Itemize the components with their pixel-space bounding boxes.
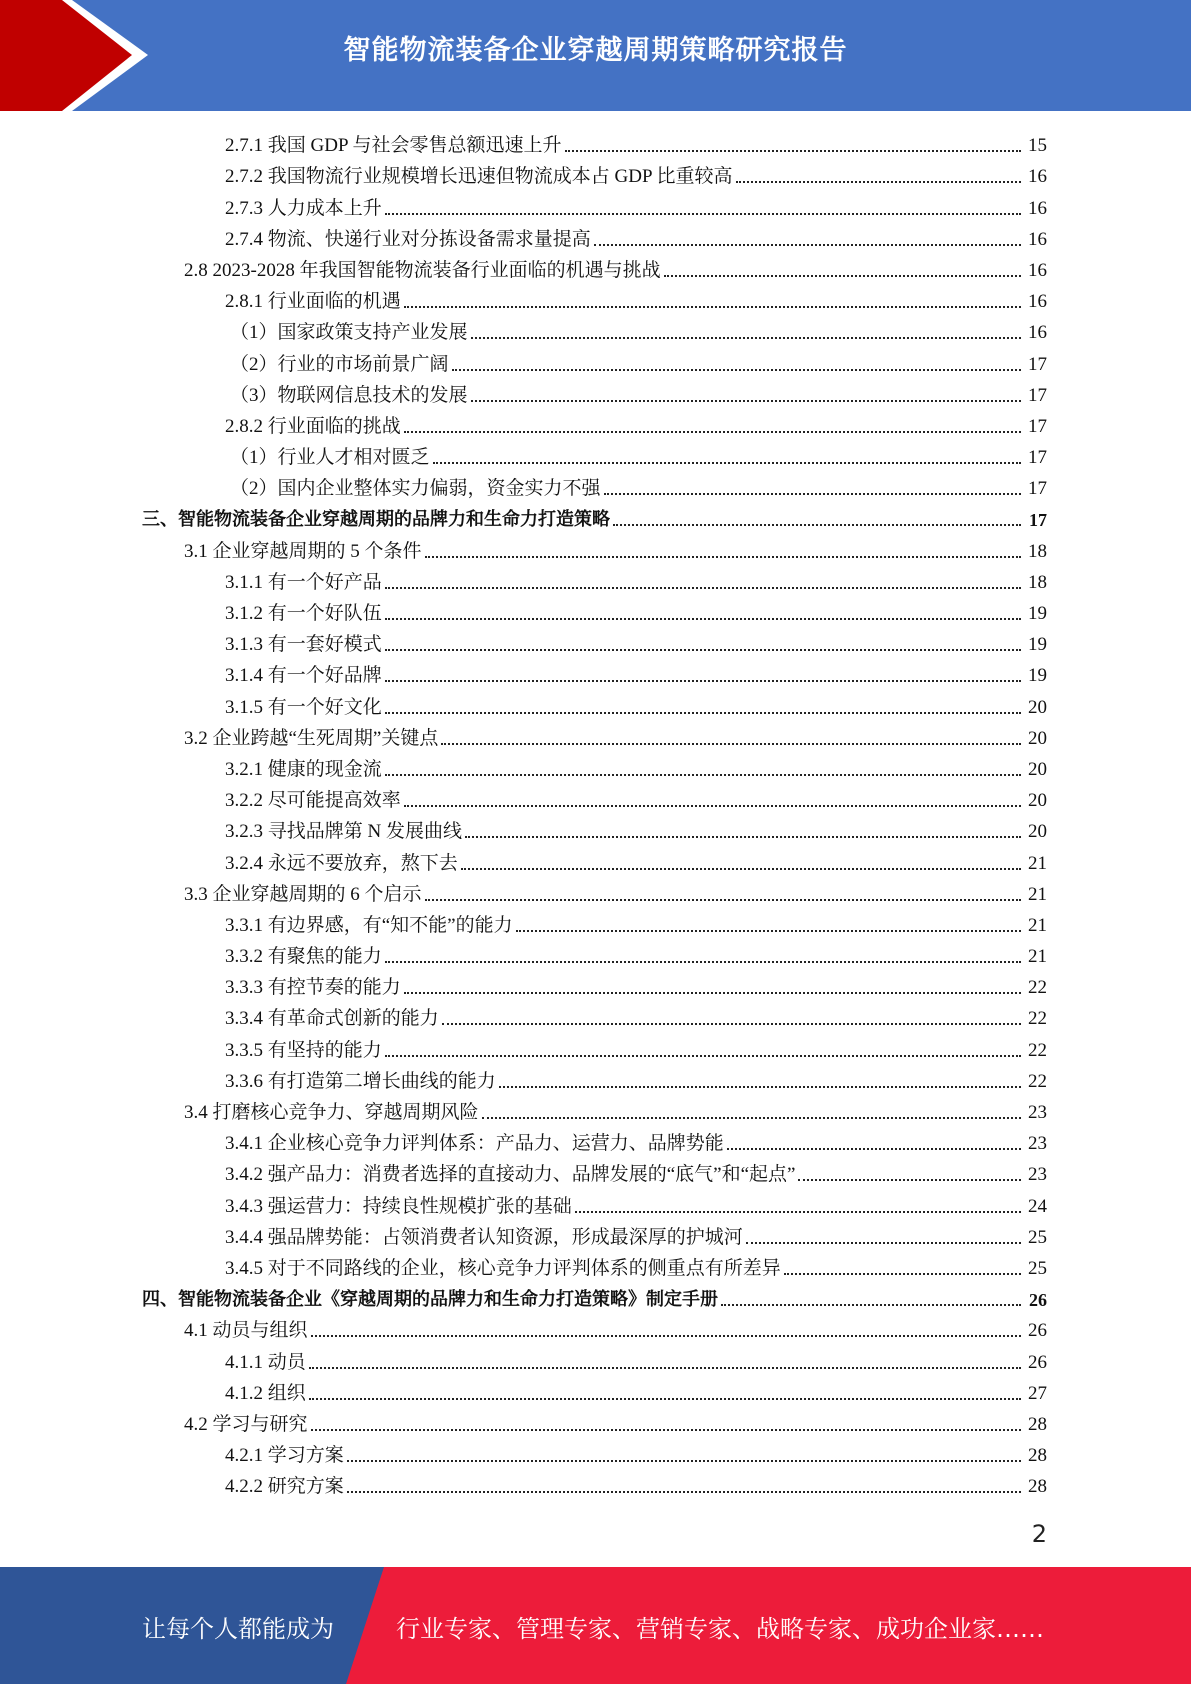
toc-entry-page: 20 [1028,727,1047,749]
toc-entry-page: 20 [1028,821,1047,843]
page-number: 2 [1031,1520,1047,1548]
toc-leader-dots [385,649,1021,651]
toc-entry-label: （1）国家政策支持产业发展 [230,322,468,344]
toc-entry-page: 28 [1028,1476,1047,1498]
toc-entry-label: 3.3.3 有控节奏的能力 [225,977,401,999]
toc-entry-label: 3.3.1 有边界感，有“知不能”的能力 [225,914,513,936]
toc-leader-dots [404,805,1021,807]
toc-leader-dots [736,181,1021,183]
toc-entry[interactable] [0,470,1191,501]
toc-entry-page: 15 [1028,135,1047,157]
toc-leader-dots [385,618,1021,620]
toc-entry-page: 21 [1028,883,1047,905]
toc-entry-label: 3.3.5 有坚持的能力 [225,1039,382,1061]
toc-entry[interactable] [0,782,1191,813]
page-footer [0,1567,1191,1684]
toc-leader-dots [471,337,1021,339]
toc-entry[interactable] [0,127,1191,158]
toc-entry[interactable] [0,221,1191,252]
toc-entry-label: 3.1.5 有一个好文化 [225,696,382,718]
toc-entry-page: 16 [1028,197,1047,219]
toc-leader-dots [594,244,1021,246]
toc-entry-label: 3.1.4 有一个好品牌 [225,665,382,687]
toc-entry[interactable] [0,1375,1191,1406]
page-header [0,0,1191,111]
toc-entry-label: 3.2.1 健康的现金流 [225,758,382,780]
toc-entry-label: 3.1 企业穿越周期的 5 个条件 [184,540,422,562]
toc-leader-dots [404,992,1021,994]
toc-entry-page: 17 [1028,478,1047,500]
toc-leader-dots [727,1148,1021,1150]
toc-entry-page: 23 [1028,1164,1047,1186]
toc-entry[interactable] [0,688,1191,719]
toc-entry-page: 16 [1028,259,1047,281]
toc-entry-page: 20 [1028,696,1047,718]
toc-entry-page: 16 [1028,322,1047,344]
toc-entry[interactable] [0,1094,1191,1125]
toc-entry[interactable] [0,439,1191,470]
toc-entry-label: 3.3.2 有聚焦的能力 [225,946,382,968]
toc-leader-dots [311,1429,1021,1431]
toc-leader-dots [385,961,1021,963]
toc-entry-label: 4.1.1 动员 [225,1351,306,1373]
toc-entry-label: 3.4.5 对于不同路线的企业，核心竞争力评判体系的侧重点有所差异 [225,1257,781,1279]
toc-entry-label: 2.8.2 行业面临的挑战 [225,415,401,437]
toc-entry[interactable] [0,314,1191,345]
toc-leader-dots [347,1460,1021,1462]
toc-leader-dots [565,150,1021,152]
toc-leader-dots [721,1304,1021,1306]
toc-entry[interactable] [0,189,1191,220]
toc-entry[interactable] [0,595,1191,626]
toc-entry[interactable] [0,564,1191,595]
toc-entry-page: 16 [1028,228,1047,250]
toc-entry-label: 3.3 企业穿越周期的 6 个启示 [184,883,422,905]
toc-entry[interactable] [0,969,1191,1000]
toc-leader-dots [575,1211,1021,1213]
toc-entry-page: 25 [1028,1257,1047,1279]
toc-entry-label: 3.4.1 企业核心竞争力评判体系：产品力、运营力、品牌势能 [225,1133,724,1155]
toc-entry[interactable] [0,1187,1191,1218]
toc-leader-dots [425,899,1021,901]
toc-entry-page: 25 [1028,1226,1047,1248]
toc-leader-dots [452,369,1021,371]
toc-entry-page: 23 [1028,1133,1047,1155]
toc-entry-page: 20 [1028,790,1047,812]
toc-leader-dots [784,1273,1021,1275]
toc-entry-label: 3.3.4 有革命式创新的能力 [225,1008,439,1030]
toc-entry-label: 3.4 打磨核心竞争力、穿越周期风险 [184,1102,479,1123]
toc-entry-label: 3.1.1 有一个好产品 [225,571,382,593]
toc-entry-page: 17 [1028,447,1047,469]
toc-leader-dots [309,1367,1021,1369]
toc-leader-dots [385,213,1021,215]
toc-entry-label: 2.8 2023-2028 年我国智能物流装备行业面临的机遇与挑战 [184,259,661,281]
toc-entry-page: 22 [1028,977,1047,999]
toc-entry-label: 3.1.3 有一套好模式 [225,634,382,656]
toc-entry[interactable] [0,1156,1191,1187]
toc-entry-label: 3.1.2 有一个好队伍 [225,603,382,624]
toc-entry-label: （3）物联网信息技术的发展 [230,384,468,406]
toc-entry-page: 22 [1028,1039,1047,1061]
toc-leader-dots [746,1242,1021,1244]
toc-entry[interactable] [0,377,1191,408]
toc-entry-label: 四、智能物流装备企业《穿越周期的品牌力和生命力打造策略》制定手册 [142,1289,718,1311]
toc-entry[interactable] [0,1219,1191,1250]
toc-leader-dots [604,493,1021,495]
toc-entry-page: 27 [1028,1382,1047,1404]
toc-entry-page: 21 [1028,852,1047,874]
toc-leader-dots [404,306,1021,308]
toc-entry-page: 26 [1029,1290,1047,1311]
toc-entry[interactable] [0,1468,1191,1499]
toc-entry[interactable] [0,626,1191,657]
toc-entry-label: （2）行业的市场前景广阔 [230,353,449,375]
toc-entry-page: 24 [1028,1195,1047,1217]
toc-entry-label: 3.2.3 寻找品牌第 N 发展曲线 [225,821,462,843]
toc-entry-label: 2.7.4 物流、快递行业对分拣设备需求量提高 [225,228,591,250]
toc-entry-page: 26 [1028,1351,1047,1373]
footer-slogan-right: 行业专家、管理专家、营销专家、战略专家、成功企业家…… [396,1615,1044,1643]
toc-entry-page: 26 [1028,1320,1047,1342]
toc-entry-label: 3.2.4 永远不要放弃，熬下去 [225,852,458,874]
toc-entry[interactable] [0,1000,1191,1031]
toc-entry[interactable] [0,1125,1191,1156]
toc-entry[interactable] [0,1063,1191,1094]
toc-leader-dots [433,462,1021,464]
toc-leader-dots [471,400,1021,402]
toc-leader-dots [385,712,1021,714]
toc-entry-label: 三、智能物流装备企业穿越周期的品牌力和生命力打造策略 [142,509,610,531]
toc-entry[interactable] [0,1250,1191,1281]
toc-entry-label: 3.2.2 尽可能提高效率 [225,790,401,812]
toc-entry[interactable] [0,532,1191,563]
toc-leader-dots [461,868,1021,870]
toc-entry-label: 4.2.1 学习方案 [225,1445,344,1467]
toc-entry[interactable] [0,158,1191,189]
toc-leader-dots [385,587,1021,589]
toc-entry-page: 16 [1028,291,1047,313]
toc-entry-label: 2.7.1 我国 GDP 与社会零售总额迅速上升 [225,135,562,157]
toc-leader-dots [385,774,1021,776]
table-of-contents [0,127,1191,1499]
toc-entry-page: 28 [1028,1413,1047,1435]
document-title: 智能物流装备企业穿越周期策略研究报告 [343,35,848,66]
toc-entry-label: 4.2 学习与研究 [184,1413,308,1435]
toc-entry-label: 2.8.1 行业面临的机遇 [225,291,401,313]
toc-entry-label: 3.2 企业跨越“生死周期”关键点 [184,727,439,749]
toc-entry-page: 21 [1028,914,1047,936]
toc-leader-dots [465,836,1021,838]
toc-chapter-entry[interactable] [0,501,1191,532]
toc-leader-dots [404,431,1021,433]
toc-entry-page: 21 [1028,946,1047,968]
toc-entry[interactable] [0,408,1191,439]
toc-entry-page: 17 [1028,415,1047,437]
toc-entry-label: 3.3.6 有打造第二增长曲线的能力 [225,1070,496,1092]
toc-entry-page: 17 [1029,510,1047,531]
toc-entry-label: 3.4.2 强产品力：消费者选择的直接动力、品牌发展的“底气”和“起点” [225,1164,796,1186]
toc-entry[interactable] [0,283,1191,314]
toc-entry[interactable] [0,720,1191,751]
toc-entry[interactable] [0,1406,1191,1437]
toc-entry-page: 18 [1028,571,1047,593]
toc-entry-page: 18 [1028,540,1047,562]
toc-entry[interactable] [0,876,1191,907]
toc-leader-dots [311,1335,1021,1337]
toc-entry-page: 16 [1028,166,1047,188]
toc-leader-dots [385,1055,1021,1057]
toc-entry[interactable] [0,813,1191,844]
toc-leader-dots [441,743,1021,745]
toc-entry[interactable] [0,345,1191,376]
toc-leader-dots [482,1117,1021,1119]
toc-entry-label: 2.7.2 我国物流行业规模增长迅速但物流成本占 GDP 比重较高 [225,166,733,188]
toc-entry-page: 19 [1028,634,1047,656]
toc-entry-page: 22 [1028,1070,1047,1092]
toc-entry-label: 2.7.3 人力成本上升 [225,197,382,219]
toc-entry[interactable] [0,657,1191,688]
toc-entry-page: 20 [1028,758,1047,780]
toc-entry[interactable] [0,1437,1191,1468]
toc-entry-label: 4.1.2 组织 [225,1382,306,1404]
toc-leader-dots [664,275,1021,277]
toc-chapter-entry[interactable] [0,1281,1191,1312]
toc-leader-dots [442,1023,1021,1025]
toc-leader-dots [347,1491,1021,1493]
toc-leader-dots [425,556,1021,558]
toc-entry[interactable] [0,1312,1191,1343]
toc-entry-page: 22 [1028,1008,1047,1030]
toc-entry-page: 19 [1028,603,1047,624]
toc-entry[interactable] [0,938,1191,969]
toc-entry[interactable] [0,844,1191,875]
toc-entry[interactable] [0,1343,1191,1374]
toc-entry-label: （1）行业人才相对匮乏 [230,447,430,469]
toc-entry-page: 17 [1028,353,1047,375]
toc-entry-label: 3.4.3 强运营力：持续良性规模扩张的基础 [225,1195,572,1217]
toc-leader-dots [516,930,1021,932]
toc-entry-label: 4.2.2 研究方案 [225,1476,344,1498]
toc-entry-label: （2）国内企业整体实力偏弱，资金实力不强 [230,478,601,500]
toc-leader-dots [309,1398,1021,1400]
toc-entry-page: 28 [1028,1445,1047,1467]
toc-entry[interactable] [0,1031,1191,1062]
toc-leader-dots [798,1179,1021,1181]
toc-entry-label: 4.1 动员与组织 [184,1320,308,1342]
footer-slogan-left: 让每个人都能成为 [142,1615,334,1643]
toc-entry-page: 23 [1028,1102,1047,1123]
toc-entry[interactable] [0,252,1191,283]
toc-entry[interactable] [0,751,1191,782]
toc-leader-dots [613,524,1021,526]
toc-leader-dots [385,680,1021,682]
toc-leader-dots [499,1086,1021,1088]
toc-entry-page: 17 [1028,384,1047,406]
toc-entry-label: 3.4.4 强品牌势能：占领消费者认知资源，形成最深厚的护城河 [225,1226,743,1248]
toc-entry[interactable] [0,907,1191,938]
toc-entry-page: 19 [1028,665,1047,687]
